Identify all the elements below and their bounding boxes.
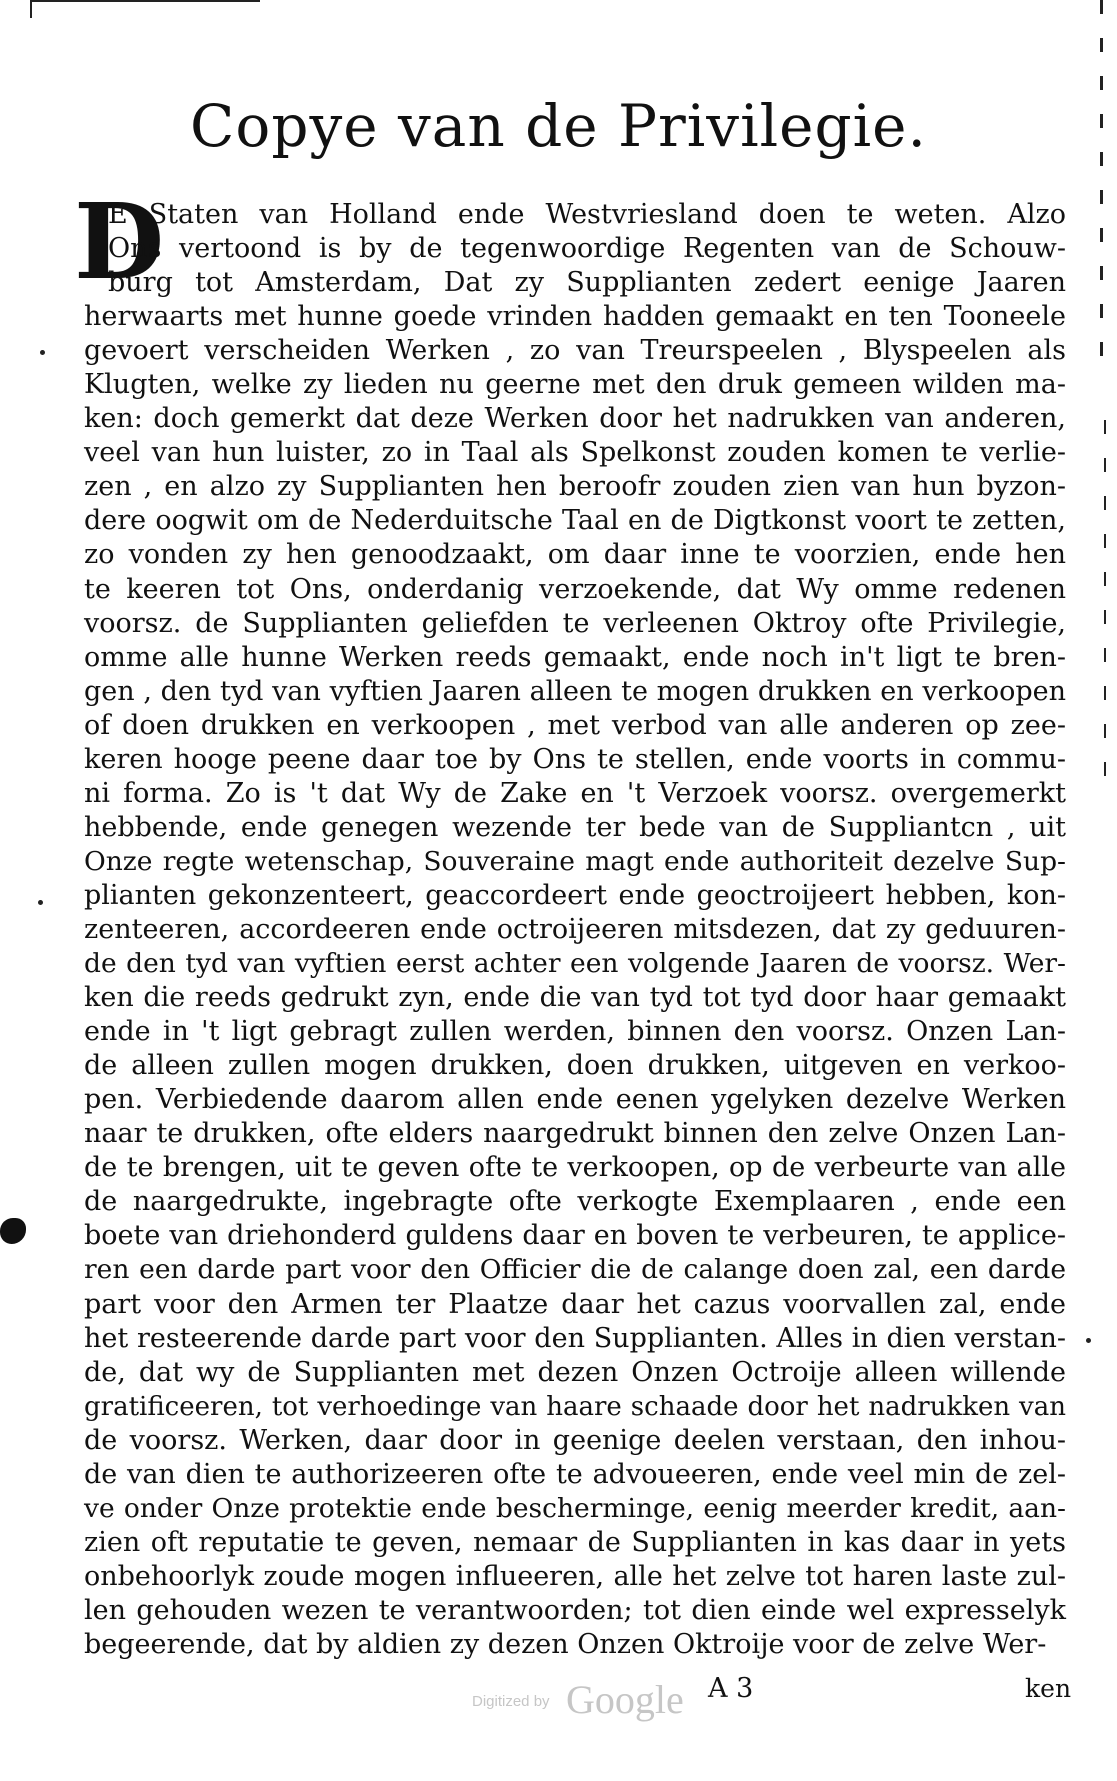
text-line: gratificeeren, tot verhoedinge van haare schaade door het nadrukken van [84, 1391, 1066, 1422]
text-line: ni forma. Zo is 't dat Wy de Zake en 't Verzoek voorsz. overgemerkt [84, 777, 1066, 809]
margin-speck [40, 350, 45, 355]
margin-speck [1086, 1338, 1091, 1343]
text-line: plianten gekonzenteert, geaccordeert ende geoctroijeert hebben, kon- [84, 879, 1066, 911]
text-line: ken die reeds gedrukt zyn, ende die van tyd tot tyd door haar gemaakt [84, 982, 1066, 1014]
text-line: burg tot Amsterdam, Dat zy Supplianten zedert eenige Jaaren [108, 267, 1066, 299]
text-line: ren een darde part voor den Officier die de calange doen zal, een darde [84, 1254, 1066, 1286]
text-line: de van dien te authorizeeren ofte te advoueeren, ende veel min de zel- [84, 1458, 1066, 1490]
text-line: boete van driehonderd guldens daar en boven te verbeuren, te applice- [84, 1220, 1066, 1252]
text-line: onbehoorlyk zoude mogen influeeren, alle het zelve tot haren laste zul- [84, 1560, 1066, 1592]
text-line: zo vonden zy hen genoodzaakt, om daar inne te voorzien, ende hen [84, 539, 1066, 571]
text-line: de naargedrukte, ingebragte ofte verkogte Exemplaaren , ende een [84, 1186, 1066, 1218]
text-line: Ons vertoond is by de tegenwoordige Regenten van de Schouw- [108, 233, 1066, 265]
text-line: voorsz. de Supplianten geliefden te verleenen Oktroy ofte Privilegie, [84, 607, 1066, 639]
text-line: zenteeren, accordeeren ende octroijeeren mitsdezen, dat zy geduuren- [84, 913, 1066, 945]
text-line: E Staten van Holland ende Westvriesland doen te weten. Alzo [108, 199, 1066, 230]
text-line: part voor den Armen ter Plaatze daar het cazus voorvallen zal, ende [84, 1288, 1066, 1320]
text-line: zen , en alzo zy Supplianten hen beroofr zouden zien van hun byzon- [84, 471, 1066, 503]
text-line: keren hooge peene daar toe by Ons te stellen, ende voorts in commu- [84, 743, 1066, 775]
text-line: omme alle hunne Werken reeds gemaakt, ende noch in't ligt te bren- [84, 641, 1066, 673]
text-line: naar te drukken, ofte elders naargedrukt binnen den zelve Onzen Lan- [84, 1118, 1066, 1150]
text-line: ende in 't ligt gebragt zullen werden, binnen den voorsz. Onzen Lan- [84, 1016, 1066, 1048]
privilege-text-block [84, 198, 1066, 1662]
text-line: gevoert verscheiden Werken , zo van Treurspeelen , Blyspeelen als [84, 335, 1066, 367]
text-line: Onze regte wetenschap, Souveraine magt ende authoriteit dezelve Sup- [84, 845, 1066, 877]
scan-right-edge-lower [1104, 420, 1106, 780]
digitized-by-label: Digitized by [472, 1693, 550, 1710]
text-line: het resteerende darde part voor den Supplianten. Alles in dien verstan- [84, 1322, 1066, 1354]
text-line: de, dat wy de Supplianten met dezen Onzen Octroije alleen willende [84, 1356, 1066, 1388]
drop-cap-initial: D [74, 180, 165, 303]
text-line: ken: doch gemerkt dat deze Werken door het nadrukken van anderen, [84, 403, 1066, 435]
scan-edge-rule [30, 0, 260, 2]
text-line: de voorsz. Werken, daar door in geenige deelen verstaan, den inhou- [84, 1424, 1066, 1456]
signature-mark: A 3 [708, 1673, 754, 1704]
text-line: hebbende, ende genegen wezende ter bede van de Suppliantcn , uit [84, 811, 1066, 843]
page-title: Copye van de Privilegie. [190, 92, 927, 160]
text-line: pen. Verbiedende daarom allen ende eenen ygelyken dezelve Werken [84, 1084, 1066, 1116]
scan-edge-tick [30, 0, 32, 18]
text-line: Klugten, welke zy lieden nu geerne met den druk gemeen wilden ma- [84, 369, 1066, 401]
text-line: te keeren tot Ons, onderdanig verzoekende, dat Wy omme redenen [84, 573, 1066, 605]
text-line: begeerende, dat by aldien zy dezen Onzen Oktroije voor de zelve Wer- [84, 1628, 1047, 1660]
text-line: de te brengen, uit te geven ofte te verkoopen, op de verbeurte van alle [84, 1152, 1066, 1184]
text-line: de alleen zullen mogen drukken, doen drukken, uitgeven en verkoo- [84, 1050, 1066, 1082]
text-line: herwaarts met hunne goede vrinden hadden gemaakt en ten Tooneele [84, 301, 1066, 333]
text-line: de den tyd van vyftien eerst achter een volgende Jaaren de voorsz. Wer- [84, 948, 1066, 980]
text-line: gen , den tyd van vyftien Jaaren alleen te mogen drukken en verkoopen [84, 675, 1066, 707]
margin-speck [38, 900, 43, 905]
google-watermark-logo: Google [566, 1677, 684, 1722]
text-line: zien oft reputatie te geven, nemaar de Supplianten in kas daar in yets [84, 1526, 1066, 1558]
text-line: of doen drukken en verkoopen , met verbod van alle anderen op zee- [84, 709, 1066, 741]
catchword: ken [1025, 1674, 1072, 1703]
text-line: dere oogwit om de Nederduitsche Taal en de Digtkonst voort te zetten, [84, 505, 1066, 537]
text-line: ve onder Onze protektie ende bescherminge, eenig meerder kredit, aan- [84, 1492, 1066, 1524]
text-line: len gehouden wezen te verantwoorden; tot dien einde wel expresselyk [84, 1594, 1066, 1626]
margin-ink-blot [0, 1218, 26, 1244]
scan-right-edge [1100, 0, 1103, 380]
text-line: veel van hun luister, zo in Taal als Spelkonst zouden komen te verlie- [84, 437, 1066, 469]
